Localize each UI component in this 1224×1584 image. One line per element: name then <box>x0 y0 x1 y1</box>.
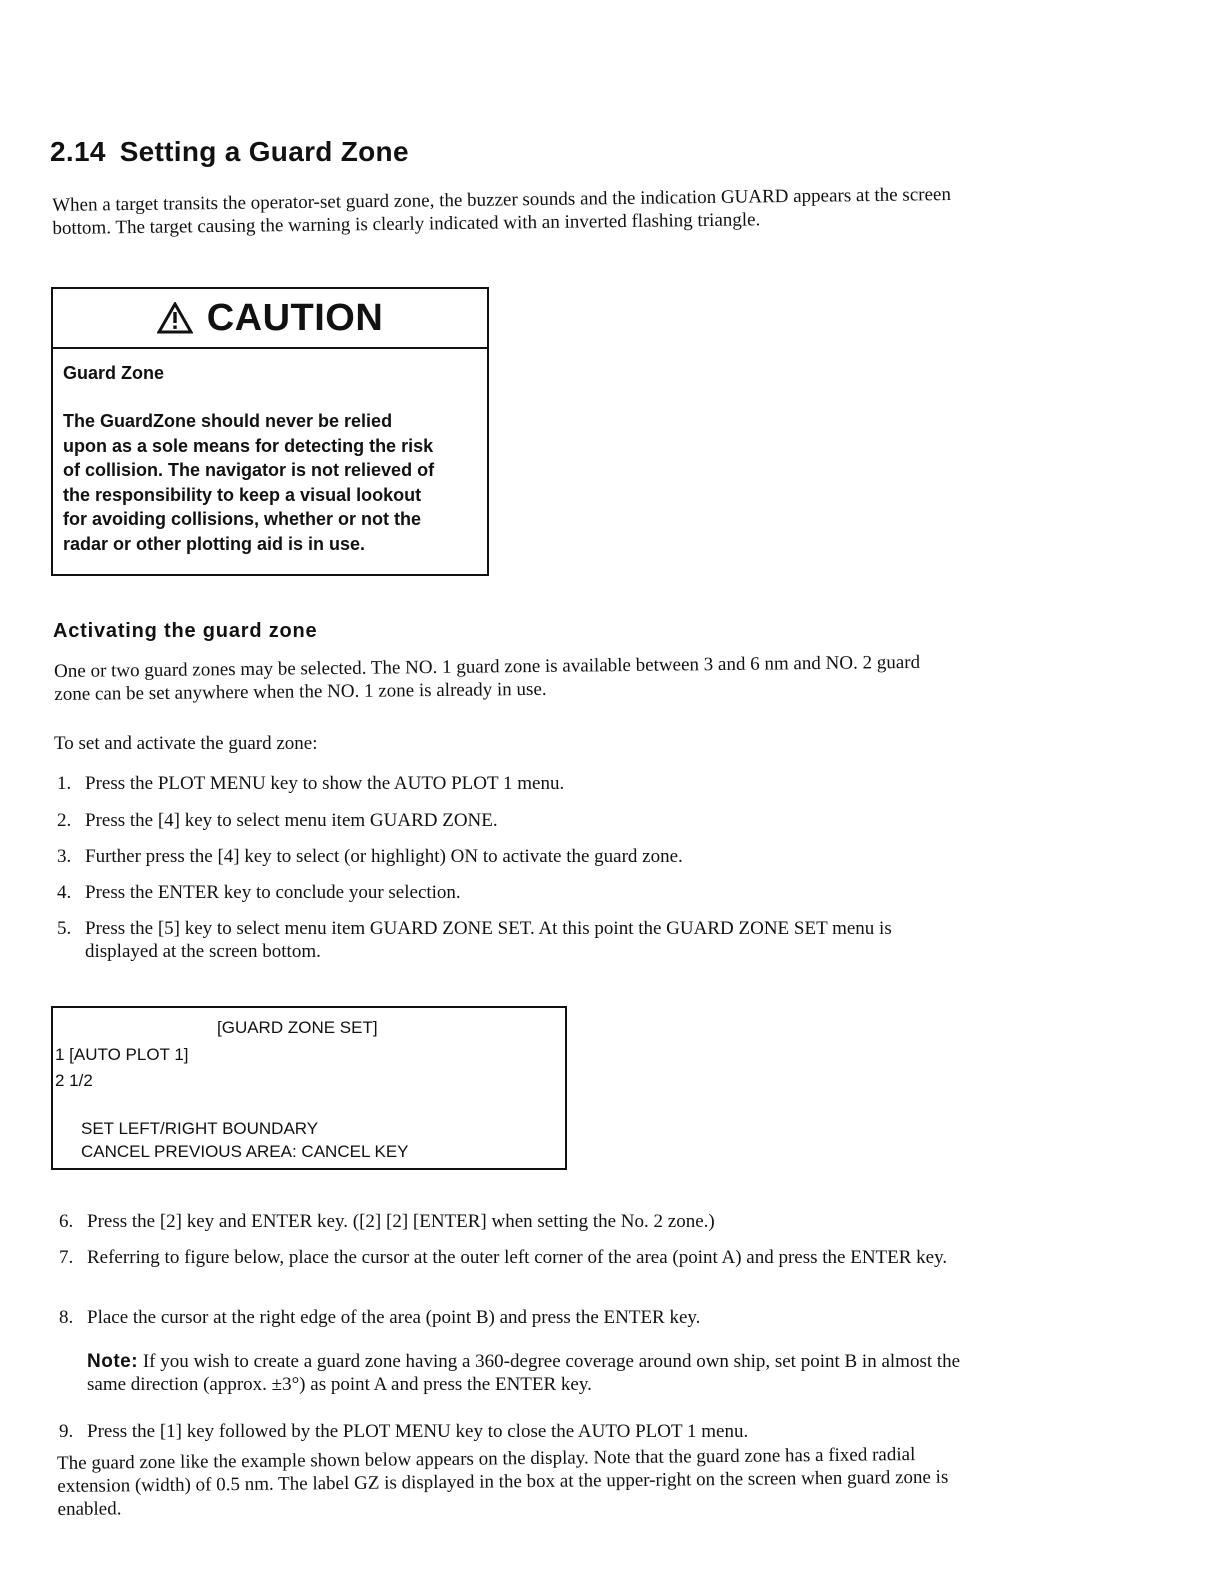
step-item <box>57 845 957 868</box>
step-number: 6. <box>59 1211 74 1232</box>
step-text: Press the [2] key and ENTER key. ([2] [2] [ENTER] when setting the No. 2 zone.) <box>87 1211 715 1232</box>
setup-intro: To set and activate the guard zone: <box>54 733 318 754</box>
note-paragraph <box>87 1350 967 1396</box>
warning-triangle-icon <box>157 302 193 334</box>
step-item <box>57 917 957 963</box>
intro-paragraph: When a target transits the operator-set guard zone, the buzzer sounds and the indication GUARD appears at the screen bottom. The target causing the warning is clearly indicated with an inverted flashing triangle. <box>52 184 952 239</box>
step-item <box>59 1246 989 1269</box>
caution-line: radar or other plotting aid is in use. <box>63 533 366 554</box>
activating-paragraph: One or two guard zones may be selected. The NO. 1 guard zone is available between 3 and 6 nm and NO. 2 guard zone can be set anywhere when the NO. 1 zone is already in use. <box>54 651 921 705</box>
step-item <box>59 1420 979 1443</box>
step-number: 9. <box>59 1421 74 1442</box>
step-number: 7. <box>59 1247 74 1268</box>
caution-line: of collision. The navigator is not relieved of <box>63 460 435 480</box>
section-number: 2.14 <box>50 136 106 167</box>
step-item <box>57 772 957 795</box>
menu-line: 2 1/2 <box>55 1071 93 1090</box>
step-item <box>57 881 957 904</box>
step-text: Further press the [4] key to select (or highlight) ON to activate the guard zone. <box>85 846 683 867</box>
step-text: Referring to figure below, place the cursor at the outer left corner of the area (point A) and press the ENTER key. <box>87 1247 948 1268</box>
step-text: Press the [4] key to select menu item GUARD ZONE. <box>85 810 498 831</box>
subsection-title: Activating the guard zone <box>53 620 318 642</box>
step-number: 5. <box>57 918 72 939</box>
step-number: 8. <box>59 1307 74 1328</box>
caution-line: The GuardZone should never be relied <box>63 411 393 431</box>
step-number: 4. <box>57 882 72 903</box>
menu-title: [GUARD ZONE SET] <box>217 1018 378 1037</box>
step-text: Press the [5] key to select menu item GUARD ZONE SET. At this point the GUARD ZONE SET menu is displayed at the screen bottom. <box>85 918 892 962</box>
note-text: If you wish to create a guard zone having a 360-degree coverage around own ship, set point B in almost the same direction (approx. ±3°) as point A and press the ENTER key. <box>87 1351 961 1395</box>
caution-heading: CAUTION <box>206 296 384 339</box>
step-text: Press the PLOT MENU key to show the AUTO PLOT 1 menu. <box>85 773 565 794</box>
step-text: Place the cursor at the right edge of the area (point B) and press the ENTER key. <box>87 1307 701 1328</box>
step-item <box>59 1210 979 1233</box>
step-item <box>57 809 957 832</box>
guard-zone-set-menu <box>51 1006 567 1170</box>
caution-text <box>63 409 475 556</box>
caution-line: the responsibility to keep a visual lookout <box>63 484 422 505</box>
caution-header <box>53 289 487 349</box>
caution-line: for avoiding collisions, whether or not the <box>63 509 422 529</box>
section-title-text: Setting a Guard Zone <box>119 136 409 167</box>
menu-line: CANCEL PREVIOUS AREA: CANCEL KEY <box>81 1142 409 1161</box>
menu-line: SET LEFT/RIGHT BOUNDARY <box>81 1119 319 1138</box>
caution-box <box>51 287 489 576</box>
step-number: 2. <box>57 810 72 831</box>
caution-line: upon as a sole means for detecting the risk <box>63 435 434 456</box>
step-text: Press the ENTER key to conclude your selection. <box>85 882 461 903</box>
closing-paragraph: The guard zone like the example shown below appears on the display. Note that the guard zone has a fixed radial extension (width) of 0.5 nm. The label GZ is displayed in the box at the upper-right on the screen when guard zone is enabled. <box>57 1444 949 1520</box>
menu-line: 1 [AUTO PLOT 1] <box>55 1045 189 1064</box>
caution-subheading: Guard Zone <box>63 363 165 383</box>
step-text: Press the [1] key followed by the PLOT MENU key to close the AUTO PLOT 1 menu. <box>87 1421 749 1442</box>
note-label: Note: <box>87 1351 139 1372</box>
step-item <box>59 1306 979 1329</box>
section-title <box>50 136 409 168</box>
step-number: 1. <box>57 773 72 794</box>
step-number: 3. <box>57 846 72 867</box>
